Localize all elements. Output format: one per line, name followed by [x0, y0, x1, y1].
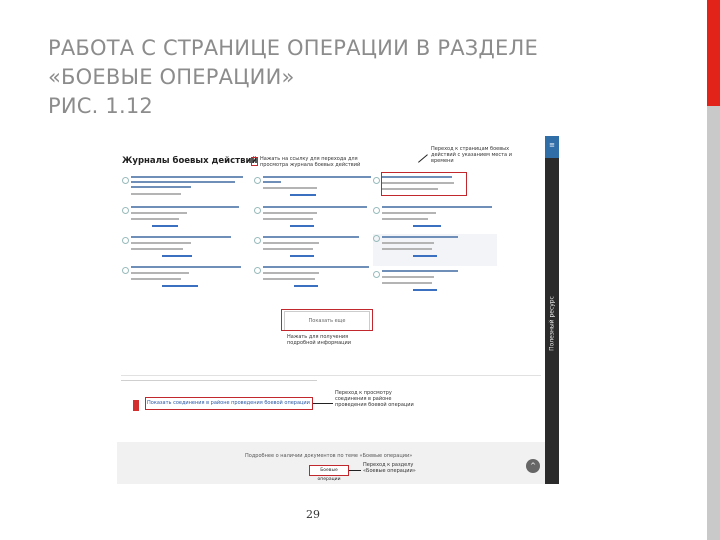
- document-icon: [373, 235, 380, 242]
- document-icon: [373, 271, 380, 278]
- accent-red-bar: [707, 0, 720, 106]
- list-item[interactable]: [254, 176, 378, 210]
- list-item[interactable]: [254, 206, 378, 240]
- list-item[interactable]: [373, 234, 497, 266]
- list-item[interactable]: [254, 266, 378, 300]
- show-more-button[interactable]: Показать еще: [284, 311, 370, 331]
- annotation-box-1: [251, 157, 258, 166]
- annotation-box-3: [281, 309, 373, 331]
- divider: [121, 375, 541, 376]
- list-item[interactable]: [254, 236, 378, 270]
- annotation-note-3: Нажать для получения подробной информации: [287, 334, 352, 346]
- accent-grey-bar: [707, 106, 720, 540]
- page-number: 29: [306, 508, 320, 521]
- list-item[interactable]: [122, 236, 246, 270]
- document-icon: [254, 237, 261, 244]
- page-footer: [117, 442, 545, 484]
- sidebar-vertical-label: [546, 286, 558, 366]
- list-item[interactable]: [373, 270, 497, 304]
- title-line-3: РИС. 1.12: [48, 94, 153, 118]
- annotation-arrow-5: [349, 470, 361, 471]
- annotation-arrow-4: [313, 403, 333, 404]
- right-sidebar: [545, 136, 559, 484]
- list-item[interactable]: [122, 176, 246, 210]
- show-units-link[interactable]: Показать соединения в районе проведения боевой операции: [147, 400, 310, 406]
- list-item[interactable]: [122, 206, 246, 240]
- document-icon: [254, 207, 261, 214]
- divider: [121, 380, 317, 381]
- list-item[interactable]: [122, 266, 246, 300]
- document-icon: [122, 207, 129, 214]
- annotation-note-1: Нажать на ссылку для перехода для просмотра журнала боевых действий: [260, 156, 361, 168]
- sidebar-toggle[interactable]: [545, 136, 559, 158]
- journals-heading: Журналы боевых действий: [122, 156, 258, 166]
- document-icon: [122, 237, 129, 244]
- document-icon: [254, 177, 261, 184]
- document-icon: [373, 207, 380, 214]
- warning-icon: [133, 400, 139, 411]
- title-line-1: РАБОТА С СТРАНИЦЕ ОПЕРАЦИИ В РАЗДЕЛЕ: [48, 36, 538, 60]
- menu-icon: ≡: [549, 141, 555, 149]
- embedded-screenshot: [117, 136, 559, 484]
- combat-operations-button[interactable]: Боевые операции: [309, 465, 349, 476]
- scroll-up-button[interactable]: ^: [526, 459, 540, 473]
- document-icon: [373, 177, 380, 184]
- document-icon: [122, 267, 129, 274]
- footer-text: Подробнее о наличии документов по теме «Боевые операции»: [245, 453, 413, 459]
- title-line-2: «БОЕВЫЕ ОПЕРАЦИИ»: [48, 65, 295, 89]
- sidebar-label-text: Полезный ресурс: [548, 296, 556, 351]
- screenshot-content: [117, 136, 545, 484]
- annotation-box-4: [145, 397, 313, 410]
- document-icon: [122, 177, 129, 184]
- annotation-note-2: Переход к страницам боевых действий с указанием места и времени: [431, 146, 512, 164]
- annotation-box-2: [381, 172, 467, 196]
- annotation-note-5: Переход к разделу «Боевые операции»: [363, 462, 416, 474]
- annotation-note-4: Переход к просмотру соединения в районе проведения боевой операции: [335, 390, 414, 408]
- slide-title: [48, 34, 648, 121]
- document-icon: [254, 267, 261, 274]
- annotation-arrow-2: [418, 154, 428, 163]
